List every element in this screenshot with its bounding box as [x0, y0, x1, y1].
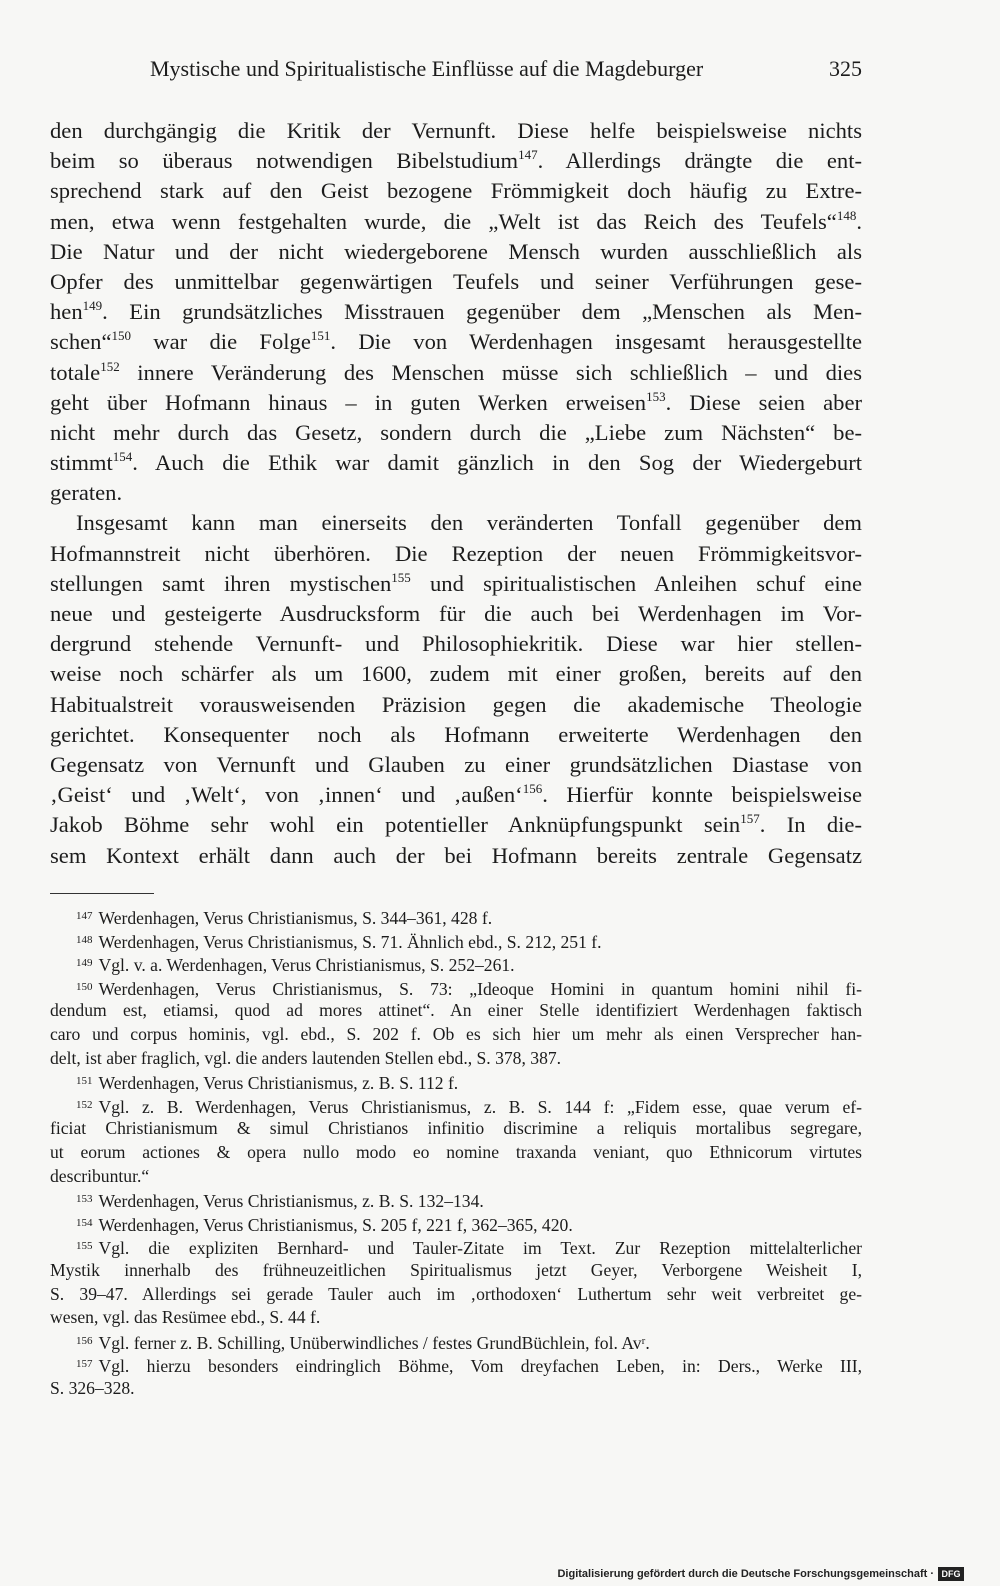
footnote-line: $^{157}$ Vgl. hierzu besonders eindringlich Böhme, Vom dreyfachen Leben, in: Ders., Werke III, — [76, 1356, 862, 1377]
credit-text: Digitalisierung gefördert durch die Deutsche Forschungsgemeinschaft · — [557, 1568, 934, 1580]
footnote-ref: 149 — [82, 298, 103, 314]
text-line: stellungen samt ihren mystischen$^{155}$ und spiritualistischen Anleihen schuf eine — [50, 569, 863, 596]
footnote-line: describuntur.“ — [50, 1165, 150, 1186]
footnote — [50, 905, 862, 929]
footnote — [50, 952, 862, 976]
text-line: geht über Hofmann hinaus – in guten Werken erweisen$^{153}$. Diese seien aber — [50, 388, 862, 415]
footnote-ref: 148 — [836, 207, 857, 223]
footnote-line: $^{150}$ Werdenhagen, Verus Christianismus, S. 73: „Ideoque Homini in quantum homini nihil fi- — [76, 978, 862, 999]
footnote-line: Mystik innerhalb des frühneuzeitlichen Spiritualismus jetzt Geyer, Verborgene Weisheit I, — [50, 1259, 862, 1280]
text-line: hen$^{149}$. Ein grundsätzliches Misstrauen gegenüber dem „Menschen als Men- — [50, 298, 862, 325]
text-line: nicht mehr durch das Gesetz, sondern durch die „Liebe zum Nächsten“ be- — [50, 419, 862, 445]
footnote-ref: 147 — [518, 147, 538, 163]
footnote — [50, 1212, 862, 1236]
footnote-ref: 155 — [391, 569, 411, 585]
footnote — [50, 1070, 862, 1094]
dfg-logo: DFG — [938, 1567, 964, 1581]
footnote-line: S. 326–328. — [50, 1377, 135, 1398]
footnote-line: $^{153}$ Werdenhagen, Verus Christianismus, z. B. S. 132–134. — [76, 1191, 484, 1212]
text-line: Habitualstreit vorausweisenden Präzision gegen die akademische Theologie — [50, 691, 862, 717]
footnote-number: 157 — [76, 1358, 93, 1371]
footnote-line: ut eorum actiones & opera nullo modo eo nomine traxanda veniant, quo Ethnicorum virtutes — [50, 1141, 862, 1162]
text-line: totale$^{152}$ innere Veränderung des Menschen müsse sich schließlich – und dies — [50, 358, 862, 385]
footnote-line: wesen, vgl. das Resümee ebd., S. 44 f. — [50, 1307, 321, 1328]
main-text — [50, 116, 862, 871]
digitization-credit — [557, 1567, 964, 1581]
text-line: Gegensatz von Vernunft und Glauben zu einer grundsätzlichen Diastase von — [50, 751, 862, 777]
footnote-ref: 151 — [310, 328, 331, 344]
text-line: sem Kontext erhält dann auch der bei Hofmann bereits zentrale Gegensatz — [50, 842, 862, 868]
text-line: Jakob Böhme sehr wohl ein potentieller Anknüpfungspunkt sein$^{157}$. In die- — [50, 811, 862, 838]
footnote-line: delt, ist aber fraglich, vgl. die anders lautenden Stellen ebd., S. 378, 387. — [50, 1047, 562, 1068]
footnote-number: 151 — [76, 1075, 93, 1088]
text-line: beim so überaus notwendigen Bibelstudium$^{147}$. Allerdings drängte die ent- — [50, 147, 863, 174]
footnote-line: ficiat Christianismum & simul Christianos infinitio discrimine a reliquis mortalibus segregare, — [50, 1118, 862, 1139]
footnote-line: $^{151}$ Werdenhagen, Verus Christianismus, z. B. S. 112 f. — [76, 1073, 459, 1094]
footnote-ref: 156 — [522, 781, 543, 797]
footnote — [50, 1353, 862, 1400]
running-header — [50, 56, 862, 86]
footnote-line: $^{154}$ Werdenhagen, Verus Christianismus, S. 205 f, 221 f, 362–365, 420. — [76, 1214, 573, 1235]
footnote-number: 149 — [76, 957, 93, 970]
running-title: Mystische und Spiritualistische Einflüsse auf die Magdeburger — [150, 56, 704, 81]
footnote-ref: 150 — [111, 328, 131, 344]
footnote-line: $^{147}$ Werdenhagen, Verus Christianismus, S. 344–361, 428 f. — [76, 908, 493, 928]
footnote-line: $^{148}$ Werdenhagen, Verus Christianismus, S. 71. Ähnlich ebd., S. 212, 251 f. — [76, 931, 602, 952]
text-line: den durchgängig die Kritik der Vernunft. Diese helfe beispielsweise nichts — [50, 118, 862, 143]
text-line: gerichtet. Konsequenter noch als Hofmann erweiterte Werdenhagen den — [50, 721, 862, 747]
text-line: stimmt$^{154}$. Auch die Ethik war damit gänzlich in den Sog der Wiedergeburt — [50, 449, 862, 476]
footnote-number: 155 — [76, 1240, 93, 1253]
footnote — [50, 929, 862, 953]
text-line: dergrund stehende Vernunft- und Philosophiekritik. Diese war hier stellen- — [50, 631, 862, 657]
text-line: Hofmannstreit nicht überhören. Die Rezeption der neuen Frömmigkeitsvor- — [50, 540, 862, 566]
text-line: Opfer des unmittelbar gegenwärtigen Teufels und seiner Verführungen gese- — [50, 268, 862, 294]
text-line: sprechend stark auf den Geist bezogene Frömmigkeit doch häufig zu Extre- — [50, 178, 862, 204]
footnote-ref: 154 — [112, 449, 133, 465]
footnote-number: 156 — [76, 1334, 93, 1347]
text-line: men, etwa wenn festgehalten wurde, die „Welt ist das Reich des Teufels“$^{148}$. — [50, 207, 862, 234]
footnote-number: 154 — [76, 1216, 93, 1229]
text-line: neue und gesteigerte Ausdrucksform für die auch bei Werdenhagen im Vor- — [50, 601, 862, 626]
footnote-line: $^{152}$ Vgl. z. B. Werdenhagen, Verus Christianismus, z. B. S. 144 f: „Fidem esse, quae verum ef- — [76, 1096, 862, 1117]
footnote — [50, 1330, 862, 1354]
footnote-line: S. 39–47. Allerdings sei gerade Tauler auch im ‚orthodoxen‘ Luthertum sehr weit verbreitet ge- — [50, 1283, 862, 1304]
footnote — [50, 1188, 862, 1212]
text-line: geraten. — [50, 480, 123, 506]
footnote-divider — [50, 893, 154, 894]
page-number: 325 — [829, 56, 862, 81]
footnote-number: 152 — [76, 1098, 93, 1111]
footnote-number: 147 — [76, 910, 93, 922]
footnote — [50, 1235, 862, 1329]
text-line: Insgesamt kann man einerseits den veränderten Tonfall gegenüber dem — [76, 510, 862, 536]
footnote-line: dendum est, etiamsi, quod ad mores attinet“. An einer Stelle identifiziert Werdenhagen faktisch — [50, 1000, 862, 1021]
text-line: ‚Geist‘ und ‚Welt‘, von ‚innen‘ und ‚außen‘$^{156}$. Hierfür konnte beispielsweise — [50, 781, 862, 808]
footnote-line: $^{155}$ Vgl. die expliziten Bernhard- und Tauler-Zitate im Text. Zur Rezeption mittelalterlicher — [76, 1238, 862, 1259]
footnote-line: caro und corpus hominis, vgl. ebd., S. 202 f. Ob es sich hier um mehr als einen Versprecher han- — [50, 1023, 862, 1044]
text-line: Die Natur und der nicht wiedergeborene Mensch wurden ausschließlich als — [50, 238, 862, 264]
footnote-line: $^{149}$ Vgl. v. a. Werdenhagen, Verus Christianismus, S. 252–261. — [76, 955, 515, 976]
text-line: schen“$^{150}$ war die Folge$^{151}$. Die von Werdenhagen insgesamt herausgestellte — [50, 328, 862, 355]
footnote-ref: 153 — [646, 388, 666, 404]
footnotes — [50, 905, 862, 1400]
footnote-line: $^{156}$ Vgl. ferner z. B. Schilling, Unüberwindliches / festes GrundBüchlein, fol. Avʳ. — [76, 1332, 650, 1353]
footnote-ref: 152 — [100, 358, 120, 374]
text-line: weise noch schärfer als um 1600, zudem mit einer großen, bereits auf den — [50, 661, 862, 687]
footnote — [50, 976, 862, 1070]
footnote-number: 153 — [76, 1193, 93, 1206]
footnote-number: 148 — [76, 933, 93, 946]
footnote — [50, 1094, 862, 1188]
footnote-number: 150 — [76, 980, 93, 993]
footnote-ref: 157 — [740, 811, 760, 827]
